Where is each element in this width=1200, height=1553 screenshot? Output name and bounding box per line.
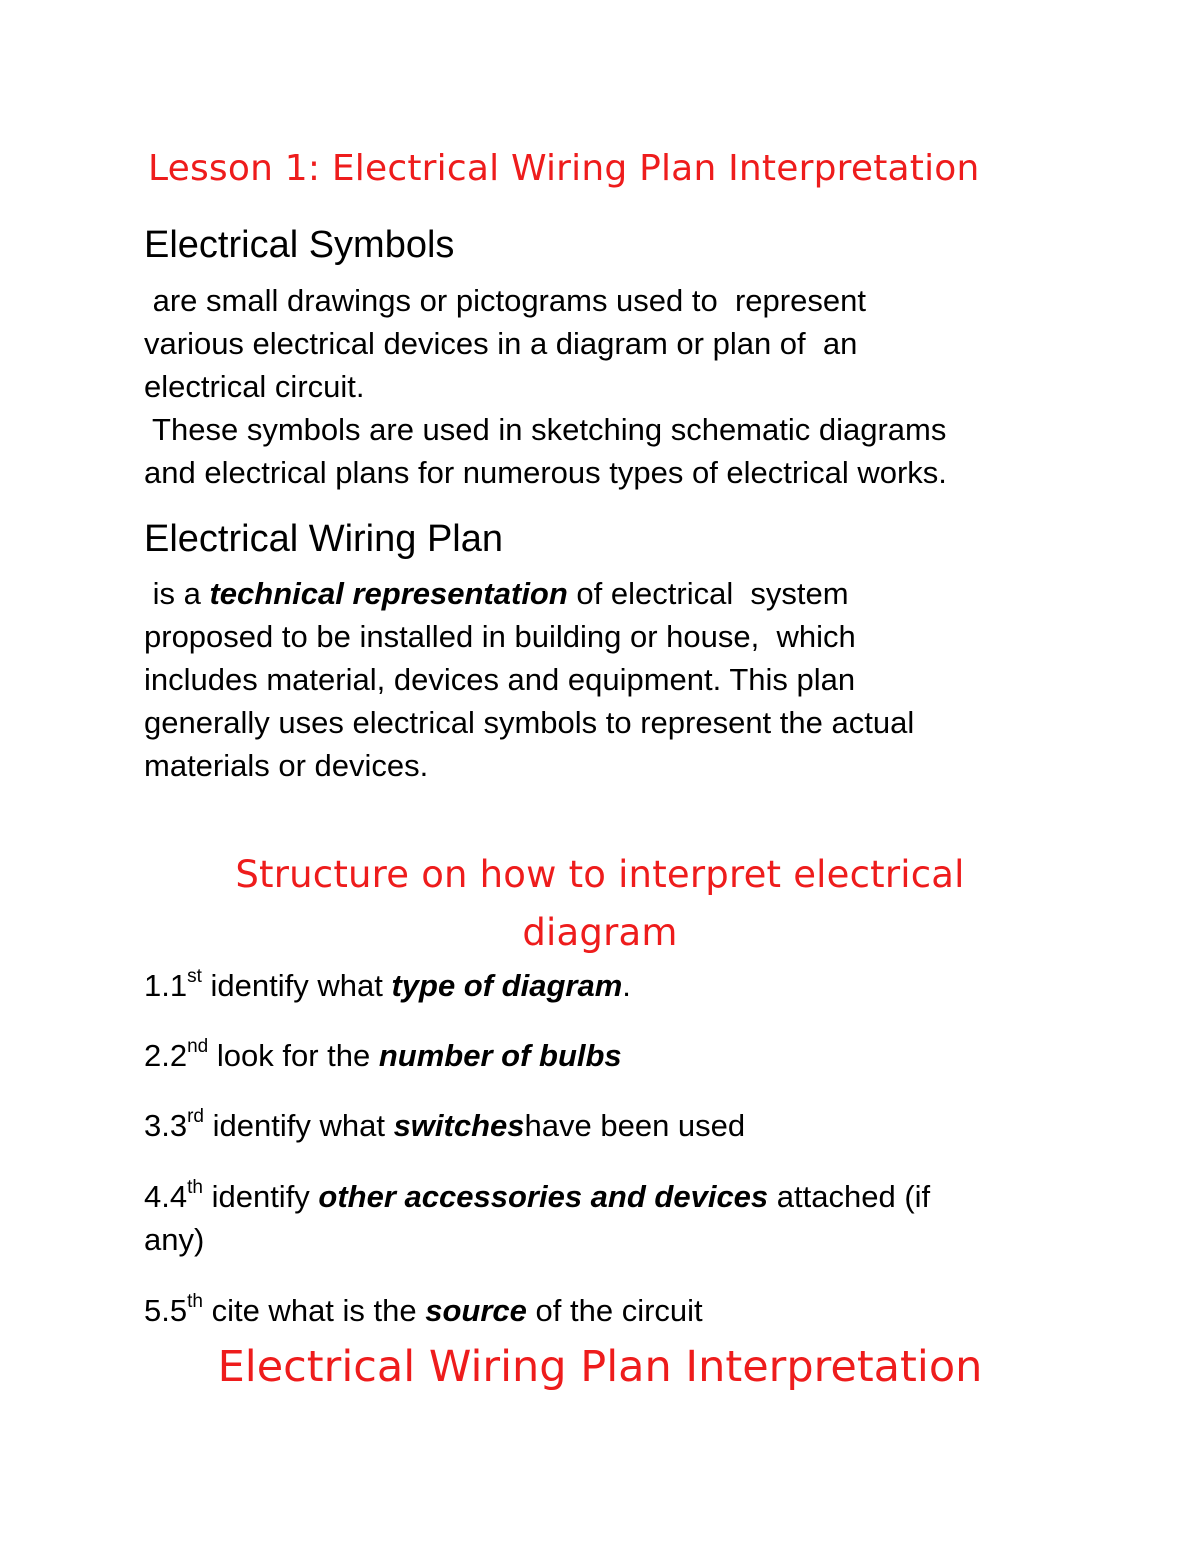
wiring-plan-line-3: includes material, devices and equipment. This plan [144, 662, 856, 697]
step-1-number: 1.1 [144, 968, 188, 1003]
step-3 [144, 1108, 745, 1144]
step-3-text: identify what [204, 1108, 394, 1143]
wiring-plan-line-1 [144, 576, 849, 612]
step-3-after: have been used [524, 1108, 746, 1143]
symbols-line-2: various electrical devices in a diagram or plan of an [144, 326, 858, 361]
symbols-line-1: are small drawings or pictograms used to represent [144, 283, 866, 318]
step-5-after: of the circuit [526, 1293, 703, 1328]
symbols-line-3: electrical circuit. [144, 369, 365, 404]
wiring-plan-line-1-prefix: is a [144, 576, 210, 611]
technical-representation-emphasis: technical representation [209, 576, 568, 611]
step-5-ordinal: th [187, 1291, 203, 1312]
step-1-ordinal: st [187, 966, 202, 987]
step-2 [144, 1038, 622, 1074]
step-1-after: . [622, 968, 631, 1003]
step-1 [144, 968, 631, 1004]
lesson-title: Lesson 1: Electrical Wiring Plan Interpretation [148, 148, 980, 189]
step-4-after: attached (if [768, 1179, 931, 1214]
step-2-number: 2.2 [144, 1038, 188, 1073]
step-3-emphasis: switches [393, 1108, 525, 1143]
step-2-text: look for the [208, 1038, 379, 1073]
step-5-number: 5.5 [144, 1293, 188, 1328]
step-1-text: identify what [201, 968, 392, 1003]
step-4-ordinal: th [187, 1177, 203, 1198]
wiring-plan-line-4: generally uses electrical symbols to represent the actual [144, 705, 915, 740]
step-3-ordinal: rd [187, 1106, 205, 1127]
step-2-ordinal: nd [187, 1036, 209, 1057]
structure-heading-line-2: diagram [522, 911, 678, 954]
step-5-text: cite what is the [202, 1293, 426, 1328]
step-3-number: 3.3 [144, 1108, 188, 1143]
wiring-plan-line-1-suffix: of electrical system [567, 576, 849, 611]
symbols-line-4: These symbols are used in sketching schematic diagrams [144, 412, 947, 447]
step-1-emphasis: type of diagram [391, 968, 623, 1003]
step-2-emphasis: number of bulbs [378, 1038, 622, 1073]
symbols-heading: Electrical Symbols [144, 224, 455, 266]
step-4-text: identify [202, 1179, 319, 1214]
step-4-emphasis: other accessories and devices [318, 1179, 769, 1214]
step-4-number: 4.4 [144, 1179, 188, 1214]
wiring-plan-line-5: materials or devices. [144, 748, 429, 783]
wiring-plan-line-2: proposed to be installed in building or house, which [144, 619, 856, 654]
step-5 [144, 1293, 703, 1329]
structure-heading-line-1: Structure on how to interpret electrical [235, 853, 965, 896]
step-4 [144, 1179, 930, 1215]
step-4-continuation: any) [144, 1222, 205, 1257]
symbols-line-5: and electrical plans for numerous types of electrical works. [144, 455, 947, 490]
closing-title: Electrical Wiring Plan Interpretation [217, 1342, 983, 1392]
step-5-emphasis: source [425, 1293, 527, 1328]
wiring-plan-heading: Electrical Wiring Plan [144, 518, 503, 560]
